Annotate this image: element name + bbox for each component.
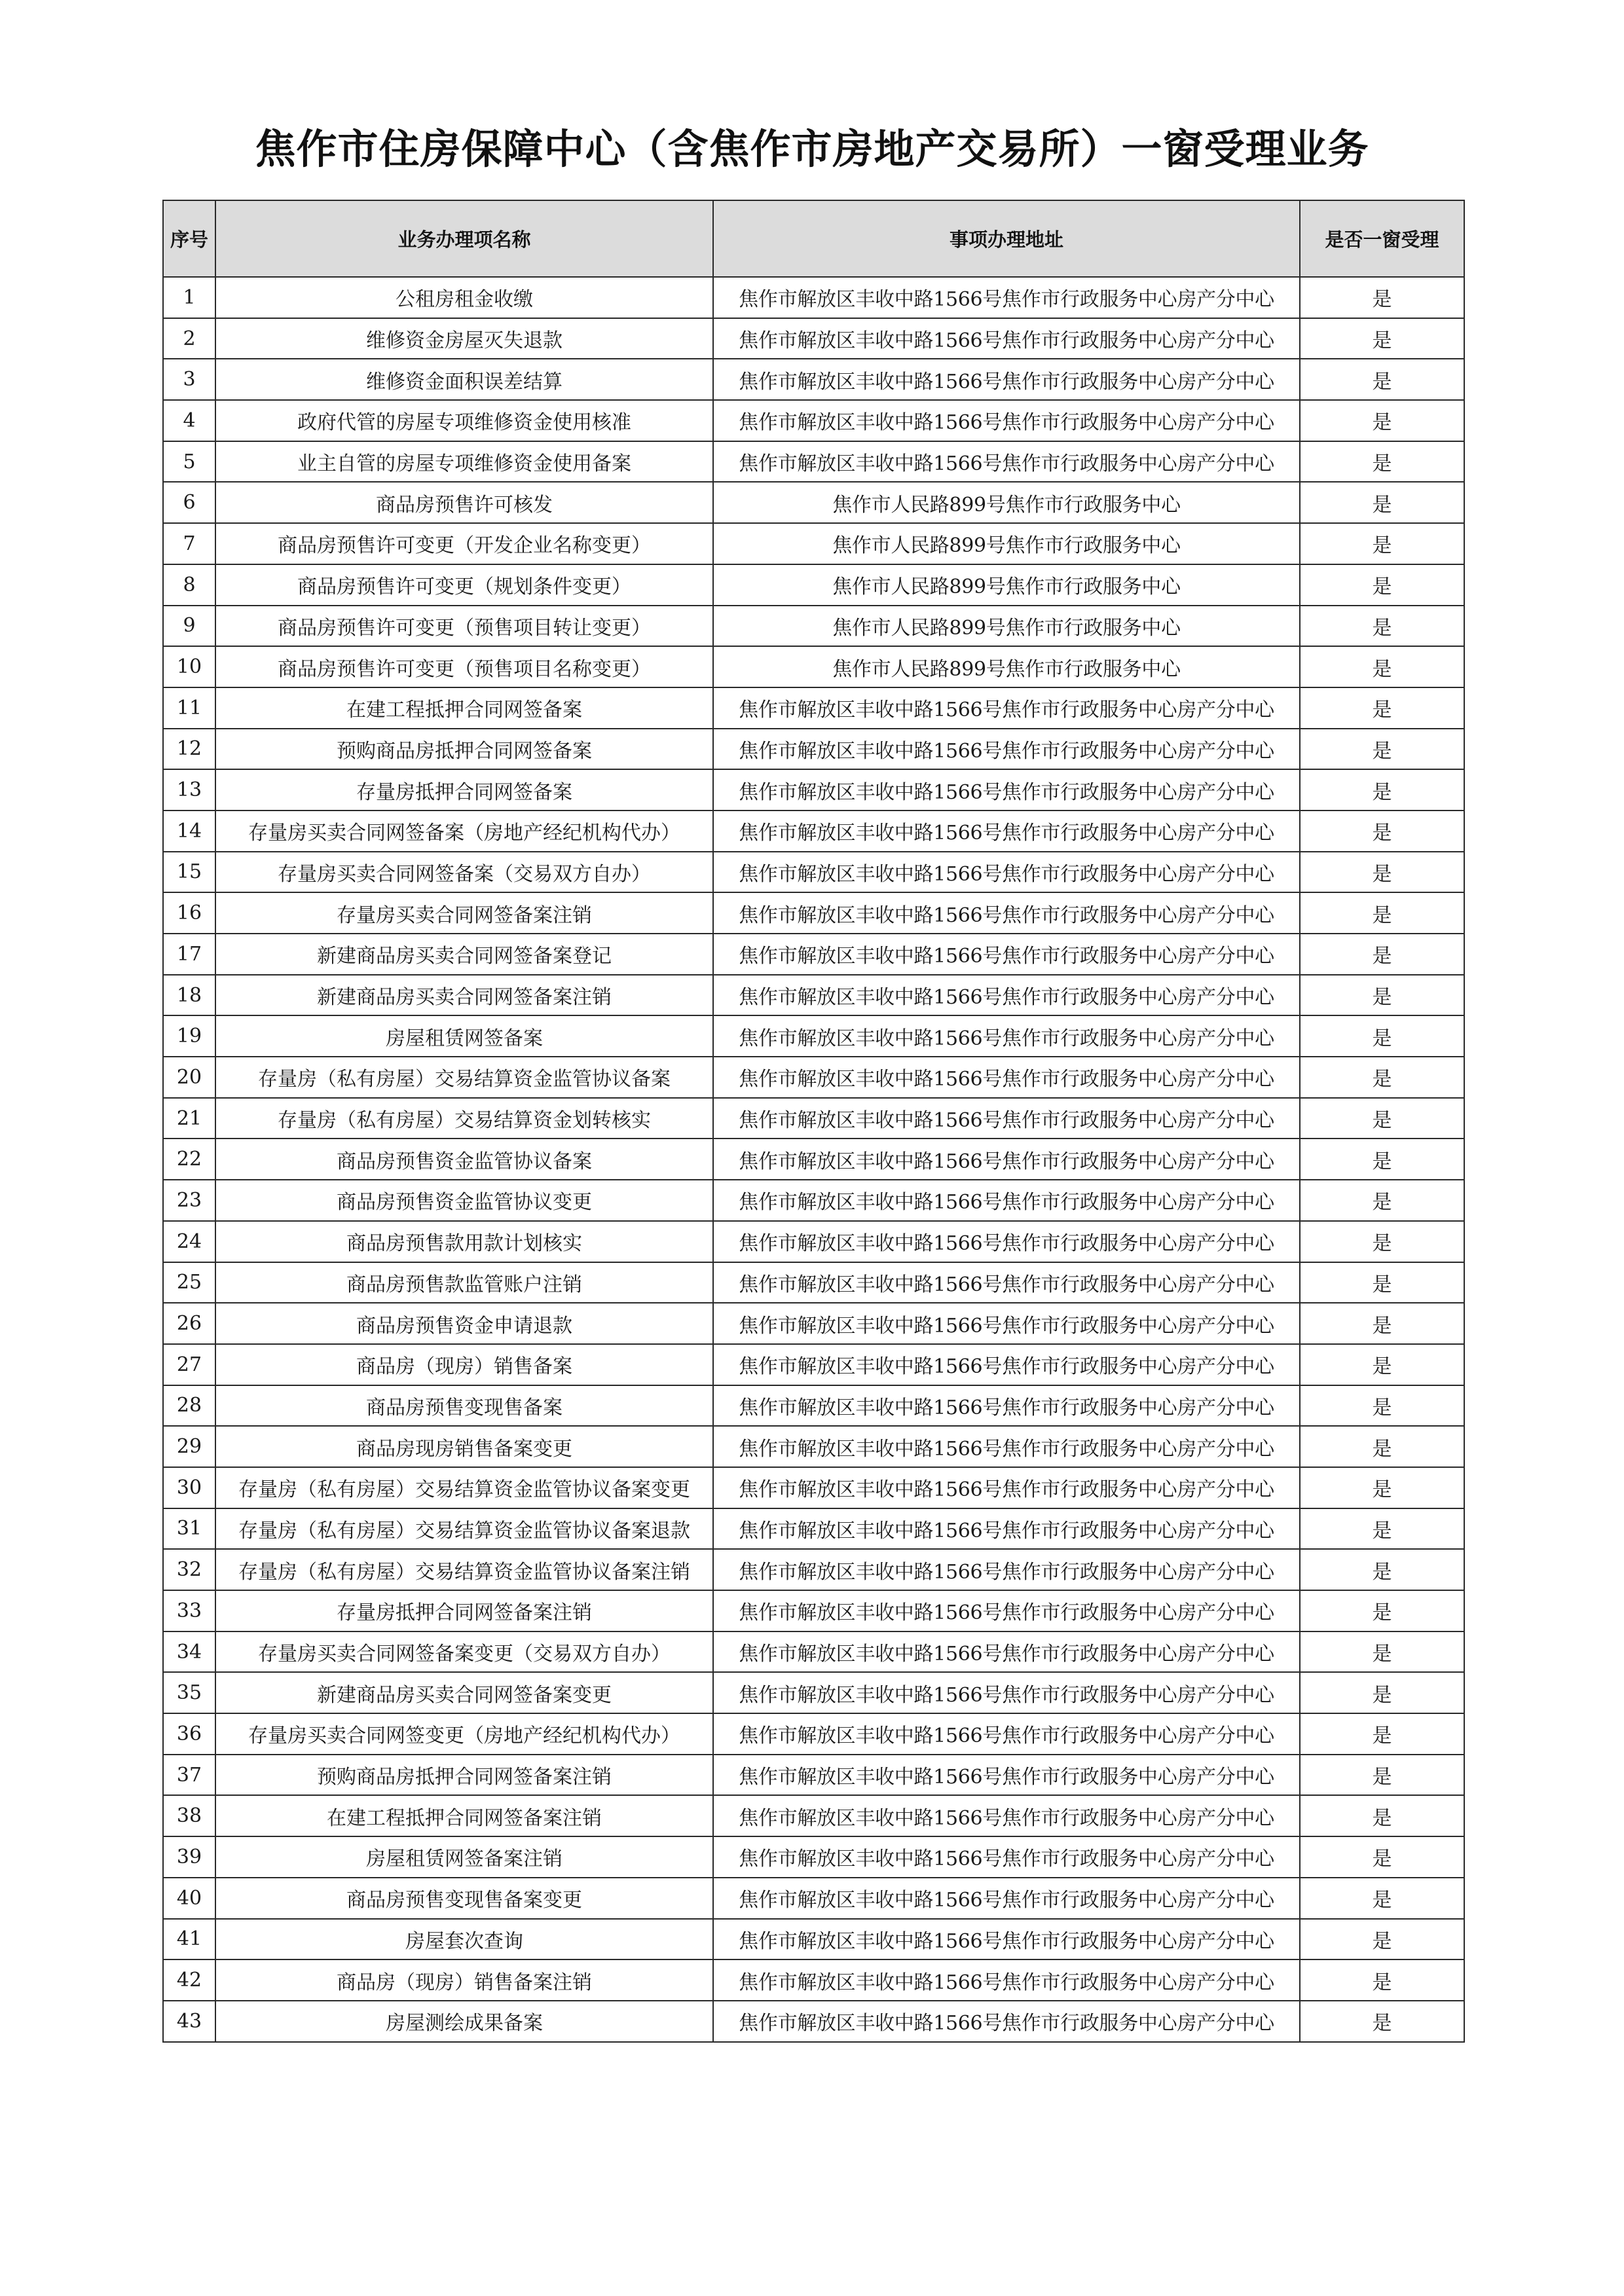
business-name: 商品房预售变现售备案 bbox=[215, 1385, 713, 1427]
row-number: 21 bbox=[163, 1098, 215, 1139]
business-address: 焦作市人民路899号焦作市行政服务中心 bbox=[713, 564, 1300, 606]
table-row bbox=[163, 1221, 1464, 1262]
one-window-flag: 是 bbox=[1300, 1098, 1464, 1139]
table-row bbox=[163, 482, 1464, 523]
row-number: 36 bbox=[163, 1713, 215, 1755]
business-name: 商品房预售许可核发 bbox=[215, 482, 713, 523]
row-number: 15 bbox=[163, 852, 215, 893]
business-name: 存量房（私有房屋）交易结算资金监管协议备案变更 bbox=[215, 1467, 713, 1508]
table-row bbox=[163, 687, 1464, 729]
row-number: 4 bbox=[163, 400, 215, 441]
business-address: 焦作市解放区丰收中路1566号焦作市行政服务中心房产分中心 bbox=[713, 2001, 1300, 2042]
table-row bbox=[163, 1385, 1464, 1427]
business-name: 存量房（私有房屋）交易结算资金监管协议备案注销 bbox=[215, 1549, 713, 1590]
table-row bbox=[163, 1180, 1464, 1221]
business-address: 焦作市解放区丰收中路1566号焦作市行政服务中心房产分中心 bbox=[713, 1590, 1300, 1631]
row-number: 24 bbox=[163, 1221, 215, 1262]
row-number: 35 bbox=[163, 1672, 215, 1713]
business-address: 焦作市解放区丰收中路1566号焦作市行政服务中心房产分中心 bbox=[713, 1755, 1300, 1796]
row-number: 43 bbox=[163, 2001, 215, 2042]
header-no: 序号 bbox=[163, 200, 215, 277]
one-window-flag: 是 bbox=[1300, 1467, 1464, 1508]
business-name: 商品房预售资金监管协议备案 bbox=[215, 1139, 713, 1180]
table-row bbox=[163, 1426, 1464, 1467]
one-window-flag: 是 bbox=[1300, 811, 1464, 852]
row-number: 1 bbox=[163, 277, 215, 318]
table-row bbox=[163, 1057, 1464, 1098]
business-address: 焦作市解放区丰收中路1566号焦作市行政服务中心房产分中心 bbox=[713, 359, 1300, 400]
business-address: 焦作市解放区丰收中路1566号焦作市行政服务中心房产分中心 bbox=[713, 1303, 1300, 1344]
row-number: 13 bbox=[163, 769, 215, 811]
business-address: 焦作市解放区丰收中路1566号焦作市行政服务中心房产分中心 bbox=[713, 1919, 1300, 1960]
business-name: 新建商品房买卖合同网签备案注销 bbox=[215, 975, 713, 1016]
row-number: 42 bbox=[163, 1959, 215, 2001]
one-window-flag: 是 bbox=[1300, 1303, 1464, 1344]
row-number: 37 bbox=[163, 1755, 215, 1796]
business-address: 焦作市解放区丰收中路1566号焦作市行政服务中心房产分中心 bbox=[713, 769, 1300, 811]
business-address: 焦作市解放区丰收中路1566号焦作市行政服务中心房产分中心 bbox=[713, 1344, 1300, 1385]
business-name: 存量房抵押合同网签备案注销 bbox=[215, 1590, 713, 1631]
row-number: 11 bbox=[163, 687, 215, 729]
one-window-flag: 是 bbox=[1300, 441, 1464, 483]
business-address: 焦作市人民路899号焦作市行政服务中心 bbox=[713, 523, 1300, 564]
table-row bbox=[163, 1303, 1464, 1344]
one-window-flag: 是 bbox=[1300, 400, 1464, 441]
one-window-flag: 是 bbox=[1300, 1180, 1464, 1221]
row-number: 9 bbox=[163, 606, 215, 647]
table-row bbox=[163, 400, 1464, 441]
business-name: 存量房抵押合同网签备案 bbox=[215, 769, 713, 811]
one-window-flag: 是 bbox=[1300, 482, 1464, 523]
business-address: 焦作市解放区丰收中路1566号焦作市行政服务中心房产分中心 bbox=[713, 1385, 1300, 1427]
one-window-flag: 是 bbox=[1300, 1836, 1464, 1878]
business-address: 焦作市人民路899号焦作市行政服务中心 bbox=[713, 606, 1300, 647]
one-window-flag: 是 bbox=[1300, 1590, 1464, 1631]
table-row bbox=[163, 1878, 1464, 1919]
table-row bbox=[163, 441, 1464, 483]
row-number: 38 bbox=[163, 1795, 215, 1836]
header-name: 业务办理项名称 bbox=[215, 200, 713, 277]
one-window-flag: 是 bbox=[1300, 729, 1464, 770]
business-name: 业主自管的房屋专项维修资金使用备案 bbox=[215, 441, 713, 483]
business-name: 商品房预售款用款计划核实 bbox=[215, 1221, 713, 1262]
one-window-flag: 是 bbox=[1300, 1959, 1464, 2001]
business-name: 商品房预售许可变更（规划条件变更） bbox=[215, 564, 713, 606]
business-address: 焦作市解放区丰收中路1566号焦作市行政服务中心房产分中心 bbox=[713, 1180, 1300, 1221]
business-address: 焦作市解放区丰收中路1566号焦作市行政服务中心房产分中心 bbox=[713, 892, 1300, 934]
document-title: 焦作市住房保障中心（含焦作市房地产交易所）一窗受理业务 bbox=[255, 125, 1369, 173]
header-one-window: 是否一窗受理 bbox=[1300, 200, 1464, 277]
row-number: 14 bbox=[163, 811, 215, 852]
row-number: 40 bbox=[163, 1878, 215, 1919]
business-name: 商品房预售许可变更（开发企业名称变更） bbox=[215, 523, 713, 564]
business-name: 存量房（私有房屋）交易结算资金监管协议备案 bbox=[215, 1057, 713, 1098]
business-address: 焦作市解放区丰收中路1566号焦作市行政服务中心房产分中心 bbox=[713, 1878, 1300, 1919]
business-address: 焦作市解放区丰收中路1566号焦作市行政服务中心房产分中心 bbox=[713, 400, 1300, 441]
row-number: 5 bbox=[163, 441, 215, 483]
one-window-flag: 是 bbox=[1300, 1795, 1464, 1836]
table-row bbox=[163, 646, 1464, 687]
business-address: 焦作市解放区丰收中路1566号焦作市行政服务中心房产分中心 bbox=[713, 852, 1300, 893]
row-number: 25 bbox=[163, 1262, 215, 1303]
table-row bbox=[163, 2001, 1464, 2042]
table-row bbox=[163, 1836, 1464, 1878]
row-number: 3 bbox=[163, 359, 215, 400]
one-window-flag: 是 bbox=[1300, 1139, 1464, 1180]
row-number: 34 bbox=[163, 1631, 215, 1673]
row-number: 19 bbox=[163, 1015, 215, 1057]
business-address: 焦作市解放区丰收中路1566号焦作市行政服务中心房产分中心 bbox=[713, 1262, 1300, 1303]
one-window-flag: 是 bbox=[1300, 1385, 1464, 1427]
row-number: 16 bbox=[163, 892, 215, 934]
business-address: 焦作市解放区丰收中路1566号焦作市行政服务中心房产分中心 bbox=[713, 1549, 1300, 1590]
business-address: 焦作市解放区丰收中路1566号焦作市行政服务中心房产分中心 bbox=[713, 1015, 1300, 1057]
one-window-flag: 是 bbox=[1300, 892, 1464, 934]
row-number: 22 bbox=[163, 1139, 215, 1180]
row-number: 32 bbox=[163, 1549, 215, 1590]
business-name: 公租房租金收缴 bbox=[215, 277, 713, 318]
one-window-flag: 是 bbox=[1300, 1878, 1464, 1919]
business-name: 存量房买卖合同网签备案变更（交易双方自办） bbox=[215, 1631, 713, 1673]
one-window-flag: 是 bbox=[1300, 1015, 1464, 1057]
table-row bbox=[163, 811, 1464, 852]
business-address: 焦作市解放区丰收中路1566号焦作市行政服务中心房产分中心 bbox=[713, 1795, 1300, 1836]
business-name: 房屋租赁网签备案 bbox=[215, 1015, 713, 1057]
row-number: 10 bbox=[163, 646, 215, 687]
one-window-flag: 是 bbox=[1300, 318, 1464, 359]
business-name: 商品房预售款监管账户注销 bbox=[215, 1262, 713, 1303]
row-number: 31 bbox=[163, 1508, 215, 1550]
one-window-flag: 是 bbox=[1300, 1549, 1464, 1590]
table-row bbox=[163, 852, 1464, 893]
one-window-flag: 是 bbox=[1300, 769, 1464, 811]
business-address: 焦作市解放区丰收中路1566号焦作市行政服务中心房产分中心 bbox=[713, 1836, 1300, 1878]
row-number: 28 bbox=[163, 1385, 215, 1427]
business-name: 商品房预售资金监管协议变更 bbox=[215, 1180, 713, 1221]
business-address: 焦作市解放区丰收中路1566号焦作市行政服务中心房产分中心 bbox=[713, 1139, 1300, 1180]
business-name: 商品房（现房）销售备案注销 bbox=[215, 1959, 713, 2001]
row-number: 41 bbox=[163, 1919, 215, 1960]
row-number: 33 bbox=[163, 1590, 215, 1631]
business-address: 焦作市解放区丰收中路1566号焦作市行政服务中心房产分中心 bbox=[713, 934, 1300, 975]
table-header-row bbox=[163, 200, 1464, 277]
one-window-flag: 是 bbox=[1300, 1755, 1464, 1796]
row-number: 8 bbox=[163, 564, 215, 606]
table-row bbox=[163, 1795, 1464, 1836]
business-address: 焦作市解放区丰收中路1566号焦作市行政服务中心房产分中心 bbox=[713, 811, 1300, 852]
one-window-flag: 是 bbox=[1300, 523, 1464, 564]
row-number: 7 bbox=[163, 523, 215, 564]
business-address: 焦作市解放区丰收中路1566号焦作市行政服务中心房产分中心 bbox=[713, 975, 1300, 1016]
business-name: 存量房买卖合同网签备案注销 bbox=[215, 892, 713, 934]
one-window-flag: 是 bbox=[1300, 1262, 1464, 1303]
business-name: 维修资金房屋灭失退款 bbox=[215, 318, 713, 359]
one-window-flag: 是 bbox=[1300, 277, 1464, 318]
business-address: 焦作市解放区丰收中路1566号焦作市行政服务中心房产分中心 bbox=[713, 1508, 1300, 1550]
business-name: 商品房现房销售备案变更 bbox=[215, 1426, 713, 1467]
row-number: 20 bbox=[163, 1057, 215, 1098]
business-address: 焦作市解放区丰收中路1566号焦作市行政服务中心房产分中心 bbox=[713, 1426, 1300, 1467]
business-name: 房屋测绘成果备案 bbox=[215, 2001, 713, 2042]
row-number: 29 bbox=[163, 1426, 215, 1467]
business-address: 焦作市解放区丰收中路1566号焦作市行政服务中心房产分中心 bbox=[713, 1672, 1300, 1713]
business-address: 焦作市解放区丰收中路1566号焦作市行政服务中心房产分中心 bbox=[713, 1631, 1300, 1673]
table-row bbox=[163, 1713, 1464, 1755]
header-address: 事项办理地址 bbox=[713, 200, 1300, 277]
table-row bbox=[163, 934, 1464, 975]
one-window-flag: 是 bbox=[1300, 359, 1464, 400]
business-name: 预购商品房抵押合同网签备案注销 bbox=[215, 1755, 713, 1796]
row-number: 27 bbox=[163, 1344, 215, 1385]
one-window-flag: 是 bbox=[1300, 852, 1464, 893]
table-row bbox=[163, 277, 1464, 318]
business-name: 商品房预售资金申请退款 bbox=[215, 1303, 713, 1344]
one-window-flag: 是 bbox=[1300, 934, 1464, 975]
table-row bbox=[163, 1262, 1464, 1303]
business-name: 存量房（私有房屋）交易结算资金划转核实 bbox=[215, 1098, 713, 1139]
table-row bbox=[163, 1015, 1464, 1057]
business-name: 商品房预售变现售备案变更 bbox=[215, 1878, 713, 1919]
business-name: 商品房预售许可变更（预售项目名称变更） bbox=[215, 646, 713, 687]
business-name: 在建工程抵押合同网签备案注销 bbox=[215, 1795, 713, 1836]
business-address: 焦作市解放区丰收中路1566号焦作市行政服务中心房产分中心 bbox=[713, 441, 1300, 483]
table-row bbox=[163, 1672, 1464, 1713]
one-window-flag: 是 bbox=[1300, 1508, 1464, 1550]
table-row bbox=[163, 564, 1464, 606]
one-window-flag: 是 bbox=[1300, 1221, 1464, 1262]
business-address: 焦作市解放区丰收中路1566号焦作市行政服务中心房产分中心 bbox=[713, 1959, 1300, 2001]
business-name: 存量房买卖合同网签备案（房地产经纪机构代办） bbox=[215, 811, 713, 852]
table-row bbox=[163, 1344, 1464, 1385]
one-window-flag: 是 bbox=[1300, 1919, 1464, 1960]
table-row bbox=[163, 1098, 1464, 1139]
business-name: 存量房买卖合同网签变更（房地产经纪机构代办） bbox=[215, 1713, 713, 1755]
row-number: 12 bbox=[163, 729, 215, 770]
business-address: 焦作市人民路899号焦作市行政服务中心 bbox=[713, 482, 1300, 523]
business-name: 存量房买卖合同网签备案（交易双方自办） bbox=[215, 852, 713, 893]
business-name: 维修资金面积误差结算 bbox=[215, 359, 713, 400]
one-window-flag: 是 bbox=[1300, 1631, 1464, 1673]
business-name: 政府代管的房屋专项维修资金使用核准 bbox=[215, 400, 713, 441]
row-number: 39 bbox=[163, 1836, 215, 1878]
business-address: 焦作市解放区丰收中路1566号焦作市行政服务中心房产分中心 bbox=[713, 1713, 1300, 1755]
row-number: 23 bbox=[163, 1180, 215, 1221]
row-number: 17 bbox=[163, 934, 215, 975]
table-row bbox=[163, 729, 1464, 770]
business-address: 焦作市解放区丰收中路1566号焦作市行政服务中心房产分中心 bbox=[713, 1221, 1300, 1262]
row-number: 6 bbox=[163, 482, 215, 523]
business-address: 焦作市解放区丰收中路1566号焦作市行政服务中心房产分中心 bbox=[713, 687, 1300, 729]
business-address: 焦作市解放区丰收中路1566号焦作市行政服务中心房产分中心 bbox=[713, 1467, 1300, 1508]
one-window-flag: 是 bbox=[1300, 564, 1464, 606]
one-window-flag: 是 bbox=[1300, 1344, 1464, 1385]
business-address: 焦作市解放区丰收中路1566号焦作市行政服务中心房产分中心 bbox=[713, 318, 1300, 359]
business-address: 焦作市解放区丰收中路1566号焦作市行政服务中心房产分中心 bbox=[713, 729, 1300, 770]
row-number: 26 bbox=[163, 1303, 215, 1344]
row-number: 30 bbox=[163, 1467, 215, 1508]
business-address: 焦作市解放区丰收中路1566号焦作市行政服务中心房产分中心 bbox=[713, 1057, 1300, 1098]
table-row bbox=[163, 1919, 1464, 1960]
table-row bbox=[163, 359, 1464, 400]
table-row bbox=[163, 1467, 1464, 1508]
business-name: 新建商品房买卖合同网签备案登记 bbox=[215, 934, 713, 975]
table-row bbox=[163, 1755, 1464, 1796]
table-row bbox=[163, 606, 1464, 647]
table-row bbox=[163, 1508, 1464, 1550]
table-row bbox=[163, 975, 1464, 1016]
business-name: 商品房预售许可变更（预售项目转让变更） bbox=[215, 606, 713, 647]
one-window-flag: 是 bbox=[1300, 1057, 1464, 1098]
table-row bbox=[163, 1549, 1464, 1590]
business-name: 预购商品房抵押合同网签备案 bbox=[215, 729, 713, 770]
table-row bbox=[163, 769, 1464, 811]
table-row bbox=[163, 1959, 1464, 2001]
one-window-flag: 是 bbox=[1300, 606, 1464, 647]
business-name: 商品房（现房）销售备案 bbox=[215, 1344, 713, 1385]
one-window-flag: 是 bbox=[1300, 646, 1464, 687]
one-window-flag: 是 bbox=[1300, 687, 1464, 729]
table-row bbox=[163, 318, 1464, 359]
table-row bbox=[163, 892, 1464, 934]
business-name: 房屋租赁网签备案注销 bbox=[215, 1836, 713, 1878]
table-row bbox=[163, 1590, 1464, 1631]
table-row bbox=[163, 1139, 1464, 1180]
table-body bbox=[163, 277, 1464, 2042]
business-address: 焦作市解放区丰收中路1566号焦作市行政服务中心房产分中心 bbox=[713, 277, 1300, 318]
one-window-flag: 是 bbox=[1300, 1672, 1464, 1713]
business-name: 房屋套次查询 bbox=[215, 1919, 713, 1960]
business-name: 新建商品房买卖合同网签备案变更 bbox=[215, 1672, 713, 1713]
one-window-flag: 是 bbox=[1300, 2001, 1464, 2042]
row-number: 2 bbox=[163, 318, 215, 359]
table-row bbox=[163, 523, 1464, 564]
business-name: 存量房（私有房屋）交易结算资金监管协议备案退款 bbox=[215, 1508, 713, 1550]
business-address: 焦作市人民路899号焦作市行政服务中心 bbox=[713, 646, 1300, 687]
one-window-flag: 是 bbox=[1300, 1426, 1464, 1467]
business-table bbox=[162, 200, 1465, 2043]
one-window-flag: 是 bbox=[1300, 1713, 1464, 1755]
table-row bbox=[163, 1631, 1464, 1673]
row-number: 18 bbox=[163, 975, 215, 1016]
business-address: 焦作市解放区丰收中路1566号焦作市行政服务中心房产分中心 bbox=[713, 1098, 1300, 1139]
business-name: 在建工程抵押合同网签备案 bbox=[215, 687, 713, 729]
one-window-flag: 是 bbox=[1300, 975, 1464, 1016]
